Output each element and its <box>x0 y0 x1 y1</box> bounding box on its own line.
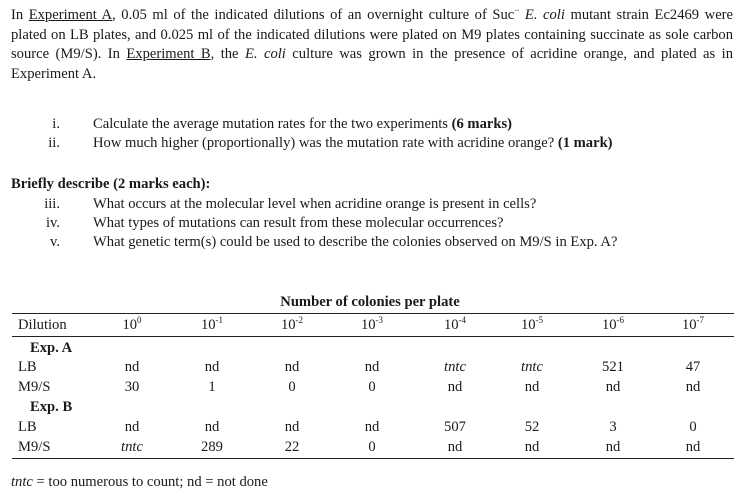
table-cell: nd <box>524 379 540 395</box>
table-cell: 1 <box>208 379 216 395</box>
table-cell: nd <box>204 419 220 435</box>
dilution-header-cell <box>583 316 643 334</box>
dilution-header-cell <box>663 316 723 334</box>
table-footnote <box>11 474 268 491</box>
table-top-rule <box>12 313 734 314</box>
footnote-abbr: tntc <box>11 474 33 490</box>
table-cell: tntc <box>521 359 543 375</box>
species-name: E. coli <box>524 7 565 23</box>
table-cell: 47 <box>685 359 701 375</box>
footnote-text: = too numerous to count; nd = not done <box>32 474 268 490</box>
table-bottom-rule <box>12 458 734 459</box>
question-number: iii. <box>44 196 60 212</box>
table-cell: 0 <box>689 419 697 435</box>
intro-text: culture was grown in the presence of acridine orange, and plated as in Experiment A. <box>11 46 733 82</box>
table-header-rule <box>12 336 734 337</box>
experiment-a-label: Experiment A <box>28 7 113 23</box>
dilution-exponent: -6 <box>616 315 625 326</box>
table-cell: nd <box>605 439 621 455</box>
question-body: Calculate the average mutation rates for the two experiments <box>93 116 452 132</box>
intro-text: , 0.05 ml of the indicated dilutions of an overnight culture of Suc <box>112 7 515 23</box>
table-cell: 0 <box>368 379 376 395</box>
question-marks: (6 marks) <box>451 116 513 132</box>
question-text: What occurs at the molecular level when acridine orange is present in cells? <box>93 196 537 212</box>
question-text <box>93 115 512 134</box>
question-marks: (1 mark) <box>557 135 613 151</box>
table-cell: 289 <box>201 439 223 455</box>
table-cell: nd <box>685 379 701 395</box>
group-label-exp-a: Exp. A <box>30 340 73 356</box>
dilution-base: 10 <box>360 317 376 333</box>
intro-text: In <box>11 7 29 23</box>
table-cell: 507 <box>444 419 466 435</box>
table-cell: 30 <box>124 379 140 395</box>
question-number: v. <box>50 234 60 250</box>
table-cell: nd <box>124 359 140 375</box>
table-cell: 521 <box>602 359 624 375</box>
table-cell: 0 <box>288 379 296 395</box>
question-text: What types of mutations can result from these molecular occurrences? <box>93 215 504 231</box>
dilution-exponent: 0 <box>137 315 142 326</box>
table-cell: nd <box>447 379 463 395</box>
table-cell: nd <box>605 379 621 395</box>
table-cell: nd <box>284 359 300 375</box>
dilution-base: 10 <box>200 317 216 333</box>
dilution-exponent: -5 <box>535 315 544 326</box>
table-cell: nd <box>685 439 701 455</box>
dilution-exponent: -3 <box>375 315 384 326</box>
dilution-base: 10 <box>122 317 138 333</box>
dilution-header-cell <box>425 316 485 334</box>
intro-paragraph <box>11 6 733 84</box>
dilution-base: 10 <box>520 317 536 333</box>
question-number: ii. <box>48 135 60 151</box>
table-cell: 3 <box>609 419 617 435</box>
describe-heading: Briefly describe (2 marks each): <box>11 176 211 192</box>
dilution-exponent: -2 <box>295 315 304 326</box>
row-label: LB <box>18 359 37 375</box>
row-label: M9/S <box>18 379 51 395</box>
dilution-header-cell <box>502 316 562 334</box>
table-cell: nd <box>524 439 540 455</box>
suc-minus-superscript: − <box>514 5 520 16</box>
question-number: i. <box>52 116 60 132</box>
table-cell: nd <box>124 419 140 435</box>
intro-text: , the <box>210 46 245 62</box>
group-label-exp-b: Exp. B <box>30 399 73 415</box>
dilution-header-cell <box>342 316 402 334</box>
dilution-header-cell <box>182 316 242 334</box>
table-cell: nd <box>364 419 380 435</box>
question-text: What genetic term(s) could be used to describe the colonies observed on M9/S in Exp. A? <box>93 234 618 250</box>
table-cell: nd <box>447 439 463 455</box>
table-cell: 22 <box>284 439 300 455</box>
row-label: LB <box>18 419 37 435</box>
dilution-base: 10 <box>681 317 697 333</box>
table-cell: tntc <box>444 359 466 375</box>
question-body: How much higher (proportionally) was the mutation rate with acridine orange? <box>93 135 558 151</box>
table-title: Number of colonies per plate <box>280 294 460 310</box>
table-cell: nd <box>204 359 220 375</box>
table-cell: nd <box>364 359 380 375</box>
question-text <box>93 134 613 153</box>
dilution-base: 10 <box>443 317 459 333</box>
dilution-base: 10 <box>601 317 617 333</box>
dilution-exponent: -1 <box>215 315 224 326</box>
dilution-exponent: -7 <box>696 315 705 326</box>
table-cell: nd <box>284 419 300 435</box>
question-number: iv. <box>45 215 60 231</box>
table-cell: tntc <box>121 439 143 455</box>
table-cell: 0 <box>368 439 376 455</box>
intro-text: mutant strain Ec2469 were plated on LB plates, and 0.025 ml of the indicated dilutions were plated on M9 plates containing succinate as sole carbon source (M9/S). In <box>11 7 734 62</box>
row-label: M9/S <box>18 439 51 455</box>
experiment-b-label: Experiment B <box>126 46 211 62</box>
dilution-header: Dilution <box>18 317 67 333</box>
dilution-base: 10 <box>280 317 296 333</box>
dilution-header-cell <box>262 316 322 334</box>
table-cell: 52 <box>524 419 540 435</box>
dilution-header-cell <box>102 316 162 334</box>
species-name: E. coli <box>244 46 286 62</box>
dilution-exponent: -4 <box>458 315 467 326</box>
